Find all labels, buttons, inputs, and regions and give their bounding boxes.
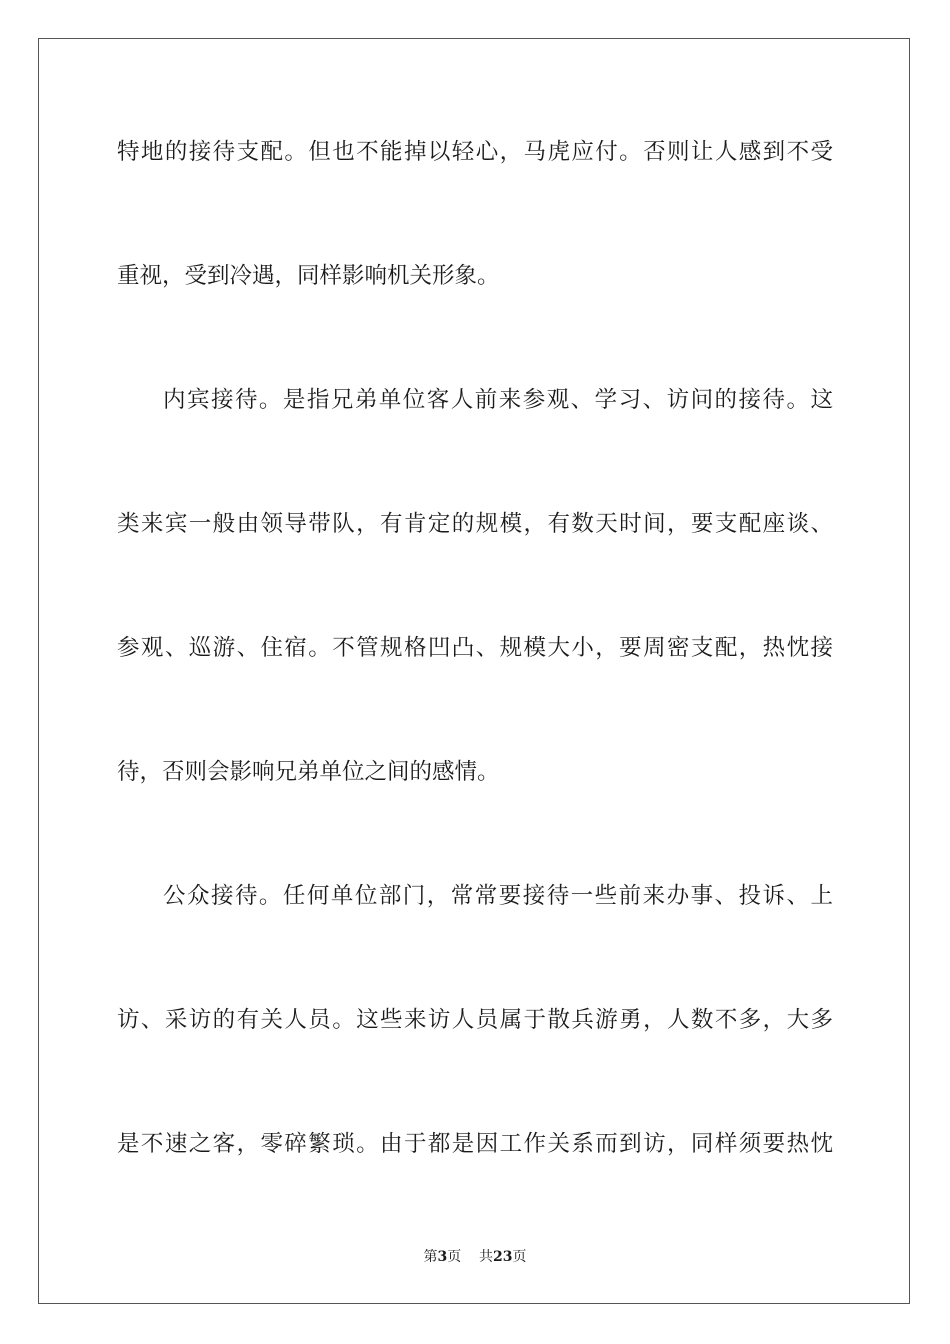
footer-total-suffix: 页 <box>512 1249 527 1265</box>
text-line-4: 类来宾一般由领导带队，有肯定的规模，有数天时间，要支配座谈、 <box>117 511 833 537</box>
paragraph-start-gongzhong: 公众接待。任何单位部门，常常要接待一些前来办事、投诉、上 <box>163 883 833 909</box>
text-line-2: 重视，受到冷遇，同样影响机关形象。 <box>117 263 500 289</box>
text-line-1: 特地的接待支配。但也不能掉以轻心，马虎应付。否则让人感到不受 <box>117 139 833 165</box>
text-line-9: 是不速之客，零碎繁琐。由于都是因工作关系而到访，同样须要热忱 <box>117 1131 833 1157</box>
footer-total-prefix: 共 <box>479 1249 494 1265</box>
footer-page-prefix: 第 <box>423 1249 438 1265</box>
footer-total-pages: 23 <box>493 1249 513 1265</box>
page-border <box>38 38 910 1304</box>
text-line-8: 访、采访的有关人员。这些来访人员属于散兵游勇，人数不多，大多 <box>117 1007 833 1033</box>
page-footer <box>0 1247 950 1267</box>
text-line-5: 参观、巡游、住宿。不管规格凹凸、规模大小，要周密支配，热忱接 <box>117 635 833 661</box>
footer-page-suffix: 页 <box>447 1249 462 1265</box>
paragraph-start-neibin: 内宾接待。是指兄弟单位客人前来参观、学习、访问的接待。这 <box>163 387 833 413</box>
text-line-6: 待，否则会影响兄弟单位之间的感情。 <box>117 759 500 785</box>
footer-page-number: 3 <box>437 1249 448 1265</box>
